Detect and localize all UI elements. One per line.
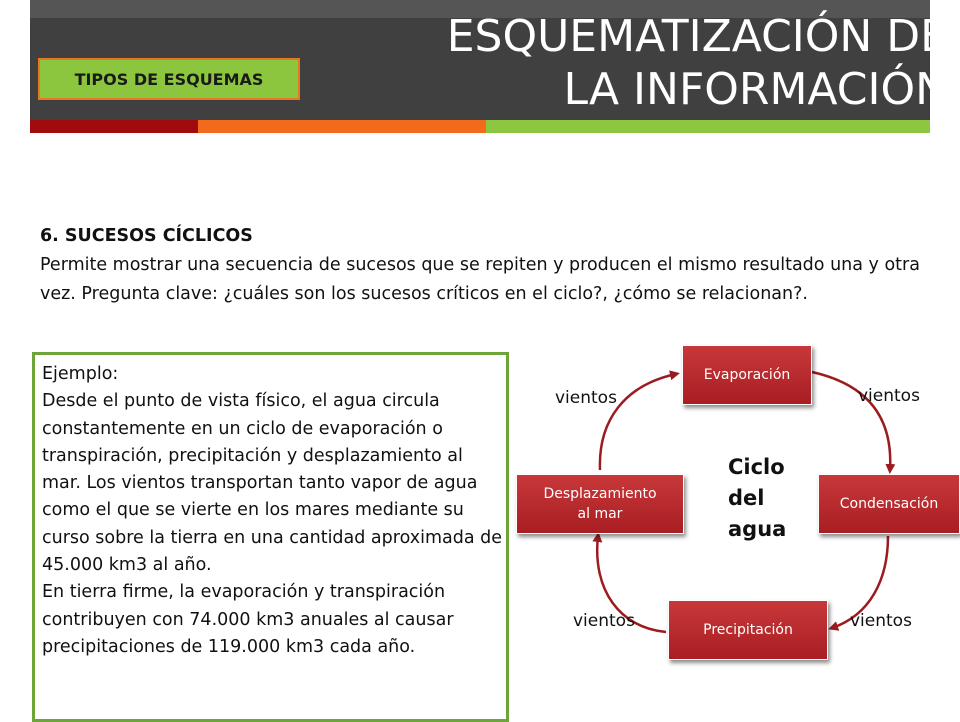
- section-body: Permite mostrar una secuencia de sucesos que se repiten y producen el mismo resultado una y otra vez. Pregunta clave: ¿cuáles son los sucesos críticos en el ciclo?, ¿cómo se relacionan?.: [40, 255, 920, 304]
- example-paragraph-2: En tierra firme, la evaporación y transpiración contribuyen con 74.000 km3 anuales al causar precipitaciones de 119.000 km3 cada año.: [42, 582, 454, 657]
- example-paragraph-1: Desde el punto de vista físico, el agua circula constantemente en un ciclo de evaporación o transpiración, precipitación y desplazamiento al mar. Los vientos transportan tanto vapor de agua como el que se vierte en los mares mediante su curso sobre la tierra en una cantidad aproximada de 45.000 km3 al año.: [42, 391, 502, 576]
- node-condensacion: [818, 474, 960, 534]
- section-title: 6. SUCESOS CÍCLICOS: [40, 226, 253, 246]
- node-condensacion-label: Condensación: [839, 496, 939, 512]
- node-desplazamiento-label-1: Desplazamiento: [543, 486, 657, 502]
- edge-label-bottom-right: vientos: [850, 611, 912, 631]
- edge-label-top-right: vientos: [858, 386, 920, 406]
- node-desplazamiento: [516, 474, 684, 534]
- edge-label-top-left: vientos: [555, 388, 617, 408]
- cycle-center-label: [728, 452, 786, 545]
- node-precipitacion: [668, 600, 828, 660]
- section-tag: TIPOS DE ESQUEMAS: [38, 58, 300, 100]
- center-label-line-3: agua: [728, 517, 787, 541]
- node-evaporacion-label: Evaporación: [703, 367, 791, 383]
- node-desplazamiento-label-2: al mar: [577, 506, 623, 522]
- node-evaporacion: [682, 345, 812, 405]
- node-precipitacion-label: Precipitación: [703, 622, 793, 638]
- page-title-line-2: LA INFORMACIÓN: [563, 64, 948, 115]
- page-title-line-1: ESQUEMATIZACIÓN DE: [446, 11, 948, 62]
- example-heading: Ejemplo:: [42, 364, 119, 384]
- edge-label-bottom-left: vientos: [573, 611, 635, 631]
- center-label-line-2: del: [728, 486, 765, 510]
- center-label-line-1: Ciclo: [728, 455, 785, 479]
